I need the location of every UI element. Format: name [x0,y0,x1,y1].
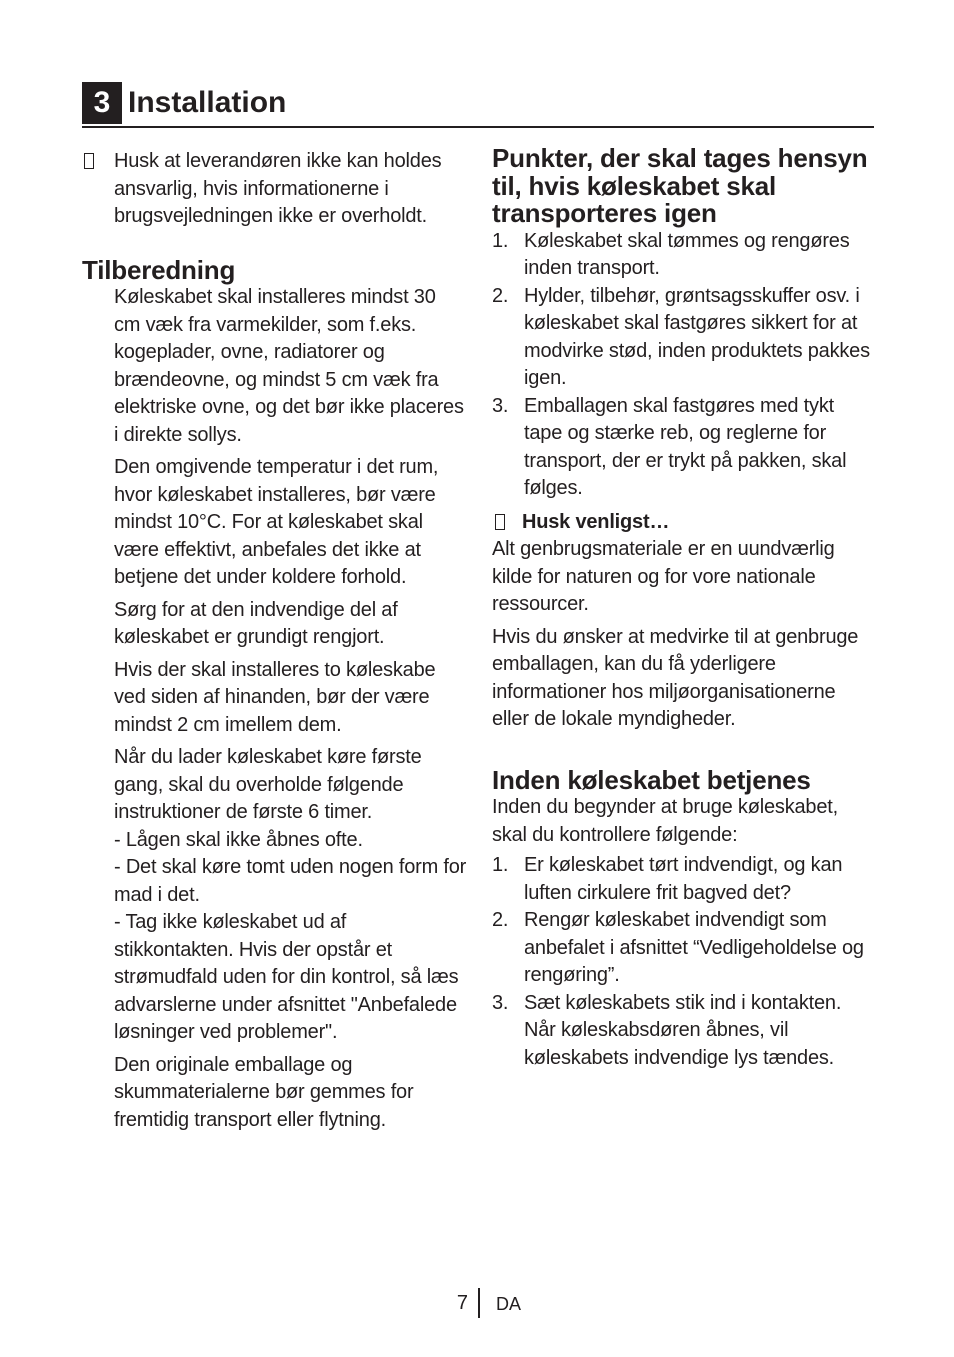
page-footer [0,1288,954,1318]
heading-inden: Inden køleskabet betjenes [492,764,811,795]
section-header [82,82,874,128]
paragraph: Den omgivende temperatur i det rum, hvor køleskabet installeres, bør være mindst 10°C. For at køleskabet skal være effektivt, anbefales det ikke at betjene det under koldere forhold. [114,456,439,588]
language-code: DA [496,1294,522,1314]
heading-transport: Punkter, der skal tages hensyn til, hvis køleskabet skal transporteres igen [492,143,868,228]
paragraph: Den originale emballage og skummaterialerne bør gemmes for fremtidig transport eller flytning. [114,1053,414,1131]
list-item-text: Hylder, tilbehør, grøntsagsskuffer osv. i køleskabet skal fastgøres sikkert for at modvirke stød, inden produktets pakkes igen. [524,284,870,389]
paragraph: Sørg for at den indvendige del af køleskabet er grundigt rengjort. [114,598,398,648]
husk-heading [492,509,876,537]
list-item-text: Er køleskabet tørt indvendigt, og kan luften cirkulere frit bagved det? [524,854,843,904]
section-title: Installation [128,86,287,119]
list-item-text: Køleskabet skal tømmes og rengøres inden transport. [524,229,850,279]
list-item [492,852,876,907]
first-run-block [114,744,467,1047]
list-item-text: Sæt køleskabets stik ind i kontakten. Når køleskabsdøren åbnes, vil køleskabets indvendige lys tændes. [524,991,842,1069]
tilberedning-body [82,284,467,1134]
list-item [492,990,876,1073]
first-run-item: - Tag ikke køleskabet ud af stikkontakten. Hvis der opstår et strømudfald uden for din kontrol, så læs advarslerne under afsnittet "Anbefalede løsninger ved problemer". [114,911,459,1043]
footer-divider [478,1288,480,1318]
inden-list [492,852,876,1072]
transport-list [492,228,876,503]
first-run-item: - Det skal køre tomt uden nogen form for mad i det. [114,856,467,906]
list-item [492,228,876,283]
page-number: 7 [456,1292,468,1314]
husk-heading-text: Husk venligst… [522,510,670,533]
section-number: 3 [82,82,122,124]
liability-note-text: Husk at leverandøren ikke kan holdes ansvarlig, hvis informationerne i brugsvejledningen ikke er overholdt. [114,150,442,227]
list-item [492,907,876,990]
inden-intro: Inden du begynder at bruge køleskabet, skal du kontrollere følgende: [492,796,838,846]
list-number: 3. [492,394,509,417]
list-item [492,283,876,393]
first-run-item: - Lågen skal ikke åbnes ofte. [114,828,363,851]
list-number: 2. [492,909,509,931]
left-column [82,148,467,1139]
list-item [492,393,876,503]
paragraph: Alt genbrugsmateriale er en uundværlig kilde for naturen og for vore nationale ressourcer. [492,538,835,615]
paragraph: Hvis der skal installeres to køleskabe ved siden af hinanden, bør der være mindst 2 cm imellem dem. [114,658,436,736]
list-item-text: Emballagen skal fastgøres med tykt tape og stærke reb, og reglerne for transport, der er trykt på pakken, skal følges. [524,394,847,499]
list-number: 1. [492,854,509,876]
first-run-intro: Når du lader køleskabet køre første gang, skal du overholde følgende instruktioner de første 6 timer. [114,746,422,823]
list-number: 2. [492,284,509,307]
list-item-text: Rengør køleskabet indvendigt som anbefalet i afsnittet “Vedligeholdelse og rengøring”. [524,909,864,986]
liability-note [82,148,467,231]
heading-tilberedning: Tilberedning [82,254,236,285]
paragraph: Hvis du ønsker at medvirke til at genbruge emballagen, kan du få yderligere informationer hos miljøorganisationerne eller de lokale myndigheder. [492,625,859,730]
note-icon [495,514,505,530]
list-number: 3. [492,991,509,1014]
list-number: 1. [492,229,509,252]
paragraph: Køleskabet skal installeres mindst 30 cm væk fra varmekilder, som f.eks. kogeplader, ovne, radiatorer og brændeovne, og mindst 5 cm væk fra elektriske ovne, og det bør ikke placeres i direkte sollys. [114,286,464,446]
note-icon [84,153,94,169]
right-column [492,145,876,1072]
